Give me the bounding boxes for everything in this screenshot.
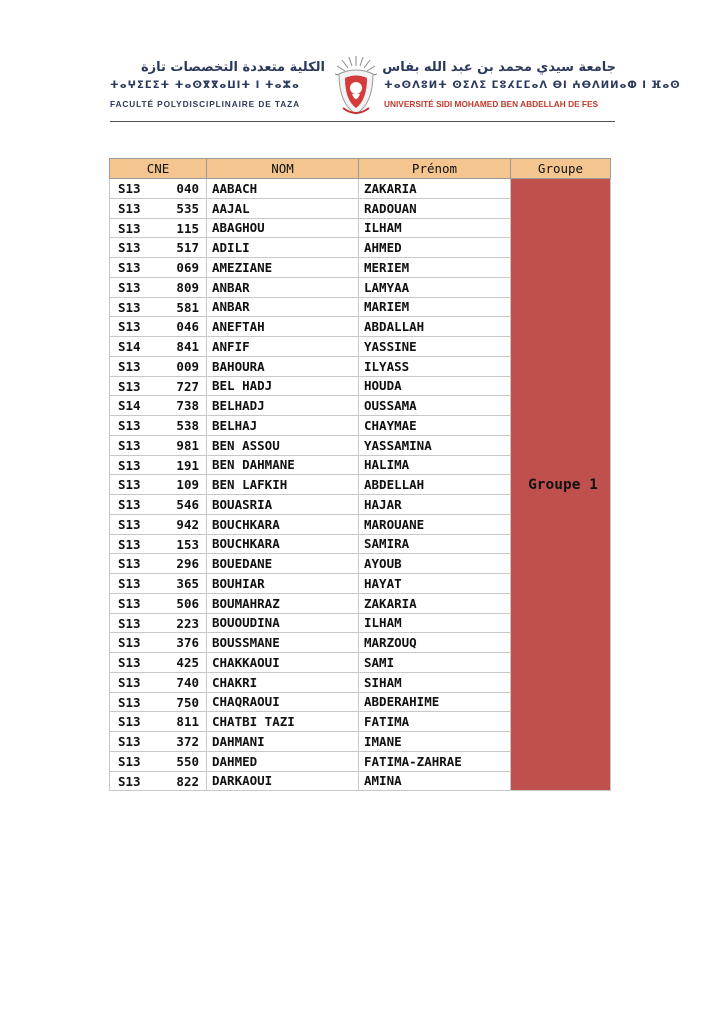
prenom-cell: MERIEM [359,258,511,278]
prenom-cell: SIHAM [359,672,511,692]
column-header-prenom: Prénom [359,159,511,179]
cne-prefix: S13 [118,694,141,710]
prenom-cell: ZAKARIA [359,593,511,613]
prenom-cell: ILYASS [359,356,511,376]
cne-suffix: 535 [176,200,199,216]
nom-cell: AAJAL [207,198,359,218]
cne-cell [110,613,207,633]
cne-prefix: S13 [118,576,141,591]
cne-suffix: 538 [176,418,199,433]
university-name-french: UNIVERSITÉ SIDI MOHAMED BEN ABDELLAH DE FES [384,99,599,109]
cne-cell [110,514,207,534]
cne-suffix: 296 [176,556,199,572]
cne-cell [110,672,207,692]
prenom-cell: IMANE [359,732,511,752]
prenom-cell: ILHAM [359,218,511,238]
cne-prefix: S13 [118,319,141,335]
cne-cell [110,317,207,337]
nom-cell: BOUHIAR [207,574,359,594]
cne-cell [110,238,207,258]
cne-suffix: 822 [176,773,199,789]
cne-cell [110,534,207,554]
cne-prefix: S13 [118,773,141,789]
table-row [110,179,611,199]
cne-cell [110,495,207,515]
nom-cell: BOUEDANE [207,554,359,574]
cne-suffix: 809 [176,279,199,295]
group-cell: Groupe 1 [511,179,611,791]
prenom-cell: HOUDA [359,376,511,396]
nom-cell: BAHOURA [207,356,359,376]
cne-prefix: S13 [118,516,141,532]
cne-suffix: 981 [176,437,199,453]
cne-suffix: 009 [176,358,199,374]
cne-prefix: S13 [118,299,141,315]
faculty-name-french: FACULTÉ POLYDISCIPLINAIRE DE TAZA [110,99,300,109]
prenom-cell: FATIMA [359,712,511,732]
cne-suffix: 115 [176,220,199,236]
cne-prefix: S13 [118,615,141,631]
cne-suffix: 223 [176,615,199,631]
cne-cell [110,396,207,416]
cne-suffix: 425 [176,655,199,670]
nom-cell: BEN LAFKIH [207,475,359,495]
nom-cell: ADILI [207,238,359,258]
cne-cell [110,258,207,278]
university-heading [382,60,681,109]
nom-cell: ABAGHOU [207,218,359,238]
cne-suffix: 546 [176,497,199,512]
cne-cell [110,475,207,495]
cne-prefix: S13 [118,753,141,769]
prenom-cell: SAMI [359,653,511,673]
cne-cell [110,435,207,455]
nom-cell: BOUASRIA [207,495,359,515]
prenom-cell: ABDALLAH [359,317,511,337]
header-divider [110,121,615,122]
cne-cell [110,179,207,199]
university-name-tifinagh: ⵜⴰⵙⴷⵓⵍⵜ ⵙⵉⴷⵉ ⵎⵓⵃⵎⵎⴰⴷ ⴱⵏ ⵄⴱⴷⵍⵍⴰⵀ ⵏ ⴼⴰⵙ [384,80,681,91]
prenom-cell: OUSSAMA [359,396,511,416]
cne-suffix: 109 [176,477,199,493]
nom-cell: BOUMAHRAZ [207,593,359,613]
cne-suffix: 040 [176,181,199,196]
cne-prefix: S13 [118,358,141,374]
prenom-cell: ZAKARIA [359,179,511,199]
nom-cell: AABACH [207,179,359,199]
cne-cell [110,376,207,396]
nom-cell: DAHMED [207,751,359,771]
nom-cell: ANFIF [207,337,359,357]
cne-prefix: S13 [118,181,141,196]
student-group-table [109,158,611,791]
cne-prefix: S13 [118,556,141,572]
nom-cell: BEN DAHMANE [207,455,359,475]
cne-cell [110,554,207,574]
prenom-cell: ABDERAHIME [359,692,511,712]
nom-cell: BOUOUDINA [207,613,359,633]
nom-cell: BELHADJ [207,396,359,416]
page-header [110,52,681,122]
nom-cell: BOUCHKARA [207,514,359,534]
cne-suffix: 841 [176,339,199,354]
cne-suffix: 550 [176,753,199,769]
cne-prefix: S13 [118,260,141,275]
prenom-cell: LAMYAA [359,277,511,297]
nom-cell: BOUCHKARA [207,534,359,554]
prenom-cell: MARZOUQ [359,633,511,653]
cne-prefix: S13 [118,418,141,433]
cne-suffix: 069 [176,260,199,275]
cne-cell [110,455,207,475]
cne-prefix: S13 [118,734,141,749]
prenom-cell: RADOUAN [359,198,511,218]
prenom-cell: AYOUB [359,554,511,574]
cne-cell [110,218,207,238]
cne-cell [110,198,207,218]
cne-suffix: 191 [176,457,199,473]
nom-cell: CHATBI TAZI [207,712,359,732]
cne-suffix: 942 [176,516,199,532]
nom-cell: ANBAR [207,277,359,297]
university-name-arabic: جامعة سيدي محمد بن عبد الله بفاس [382,60,616,75]
prenom-cell: CHAYMAE [359,416,511,436]
cne-suffix: 506 [176,595,199,611]
university-emblem-icon [331,52,381,118]
cne-cell [110,633,207,653]
nom-cell: CHAKRI [207,672,359,692]
cne-suffix: 727 [176,378,199,394]
cne-suffix: 811 [176,714,199,730]
prenom-cell: HALIMA [359,455,511,475]
cne-prefix: S13 [118,457,141,473]
cne-cell [110,593,207,613]
cne-prefix: S13 [118,220,141,236]
cne-suffix: 750 [176,694,199,710]
cne-prefix: S13 [118,714,141,730]
cne-suffix: 365 [176,576,199,591]
faculty-heading [110,60,325,109]
faculty-name-arabic: الكلية متعددة التخصصات تازة [140,60,325,75]
cne-suffix: 046 [176,319,199,335]
cne-cell [110,751,207,771]
table-body [110,179,611,791]
prenom-cell: MAROUANE [359,514,511,534]
cne-prefix: S13 [118,635,141,651]
nom-cell: BOUSSMANE [207,633,359,653]
prenom-cell: SAMIRA [359,534,511,554]
cne-cell [110,356,207,376]
prenom-cell: ABDELLAH [359,475,511,495]
cne-suffix: 372 [176,734,199,749]
cne-suffix: 517 [176,240,199,256]
nom-cell: BELHAJ [207,416,359,436]
nom-cell: AMEZIANE [207,258,359,278]
cne-prefix: S13 [118,674,141,690]
table-header-row [110,159,611,179]
cne-prefix: S13 [118,200,141,216]
nom-cell: ANBAR [207,297,359,317]
nom-cell: CHAKKAOUI [207,653,359,673]
cne-prefix: S13 [118,497,141,512]
cne-prefix: S13 [118,536,141,552]
nom-cell: DAHMANI [207,732,359,752]
cne-cell [110,416,207,436]
nom-cell: BEN ASSOU [207,435,359,455]
faculty-name-tifinagh: ⵜⴰⵖⵉⵎⵉⵜ ⵜⴰⵙⴳⴳⴰⵡⵏⵜ ⵏ ⵜⴰⵣⴰ [110,80,300,91]
cne-prefix: S14 [118,398,141,414]
cne-suffix: 153 [176,536,199,552]
column-header-cne: CNE [110,159,207,179]
cne-cell [110,574,207,594]
prenom-cell: MARIEM [359,297,511,317]
cne-suffix: 376 [176,635,199,651]
prenom-cell: AMINA [359,771,511,791]
prenom-cell: ILHAM [359,613,511,633]
cne-cell [110,337,207,357]
prenom-cell: YASSINE [359,337,511,357]
cne-prefix: S13 [118,378,141,394]
cne-suffix: 740 [176,674,199,690]
cne-cell [110,732,207,752]
prenom-cell: HAJAR [359,495,511,515]
cne-prefix: S13 [118,655,141,670]
cne-prefix: S14 [118,339,141,354]
nom-cell: DARKAOUI [207,771,359,791]
prenom-cell: AHMED [359,238,511,258]
prenom-cell: FATIMA-ZAHRAE [359,751,511,771]
cne-suffix: 581 [176,299,199,315]
cne-cell [110,653,207,673]
cne-cell [110,712,207,732]
nom-cell: BEL HADJ [207,376,359,396]
prenom-cell: HAYAT [359,574,511,594]
prenom-cell: YASSAMINA [359,435,511,455]
cne-cell [110,277,207,297]
nom-cell: CHAQRAOUI [207,692,359,712]
cne-suffix: 738 [176,398,199,414]
cne-prefix: S13 [118,240,141,256]
cne-cell [110,771,207,791]
nom-cell: ANEFTAH [207,317,359,337]
column-header-nom: NOM [207,159,359,179]
cne-cell [110,297,207,317]
column-header-groupe: Groupe [511,159,611,179]
cne-prefix: S13 [118,437,141,453]
cne-prefix: S13 [118,477,141,493]
cne-prefix: S13 [118,595,141,611]
cne-cell [110,692,207,712]
cne-prefix: S13 [118,279,141,295]
